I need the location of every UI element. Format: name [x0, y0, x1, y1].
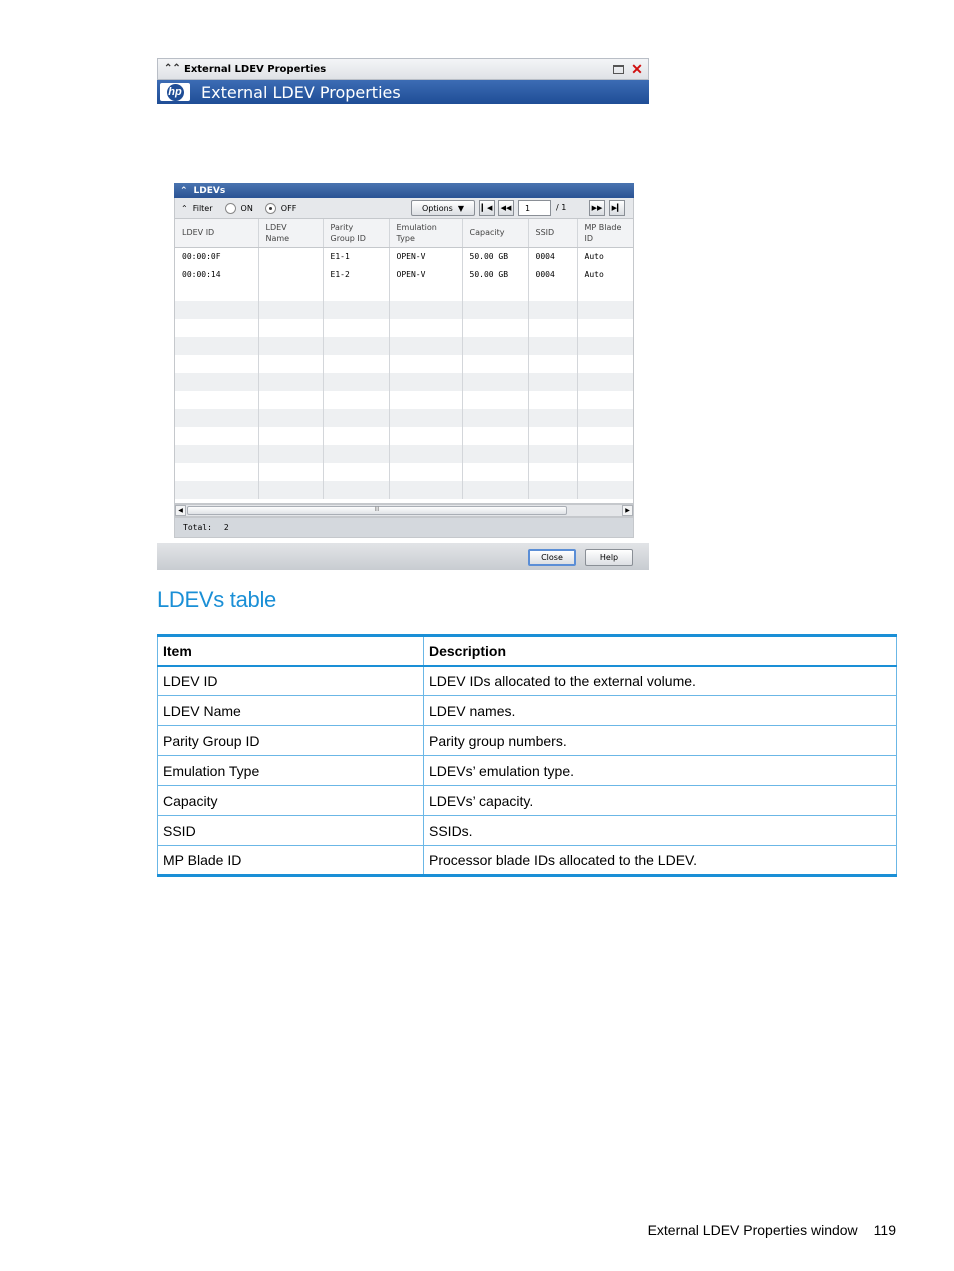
- description-cell: Parity group numbers.: [424, 726, 897, 756]
- close-window-icon[interactable]: ✕: [631, 60, 643, 77]
- page-total: / 1: [556, 203, 567, 212]
- item-cell: Emulation Type: [158, 756, 424, 786]
- maximize-icon[interactable]: [610, 61, 626, 77]
- description-cell: LDEVs’ emulation type.: [424, 756, 897, 786]
- total-label: Total:: [183, 523, 212, 532]
- section-heading: LDEVs table: [157, 587, 276, 612]
- prev-page-button[interactable]: ◀◀: [498, 200, 514, 216]
- filter-on-label: ON: [240, 203, 253, 213]
- options-button[interactable]: Options ▼: [411, 200, 475, 216]
- grid-column-header[interactable]: MP Blade ID: [577, 219, 633, 247]
- ldevs-grid: [174, 218, 634, 504]
- grid-column-header[interactable]: SSID: [528, 219, 577, 247]
- window-titlebar: [157, 58, 649, 80]
- description-cell: LDEV names.: [424, 696, 897, 726]
- window-title: External LDEV Properties: [184, 63, 327, 75]
- grid-cell: 0004: [528, 265, 577, 283]
- ldevs-panel-header[interactable]: [174, 183, 634, 198]
- table-row: [158, 786, 897, 816]
- table-row: [158, 816, 897, 846]
- grid-cell: [258, 247, 323, 265]
- description-cell: LDEV IDs allocated to the external volume.: [424, 666, 897, 696]
- grid-column-header[interactable]: LDEV ID: [175, 219, 258, 247]
- table-row: [158, 756, 897, 786]
- desc-column-header: Description: [424, 636, 897, 666]
- grid-column-header[interactable]: Capacity: [462, 219, 528, 247]
- grid-cell: 00:00:14: [175, 265, 258, 283]
- collapse-icon[interactable]: ⌃: [180, 185, 188, 196]
- empty-row: [175, 445, 633, 463]
- horizontal-scrollbar[interactable]: [174, 504, 634, 517]
- grid-column-header[interactable]: Emulation Type: [389, 219, 462, 247]
- filter-collapse-icon[interactable]: ⌃: [181, 203, 188, 213]
- window-banner: [157, 80, 649, 104]
- grid-cell: OPEN-V: [389, 247, 462, 265]
- filter-label: Filter: [192, 203, 213, 213]
- empty-row: [175, 373, 633, 391]
- grid-cell: 50.00 GB: [462, 265, 528, 283]
- desc-column-header: Item: [158, 636, 424, 666]
- scroll-thumb[interactable]: III: [187, 506, 567, 515]
- description-cell: SSIDs.: [424, 816, 897, 846]
- next-page-button[interactable]: ▶▶: [589, 200, 605, 216]
- item-cell: Capacity: [158, 786, 424, 816]
- first-page-button[interactable]: ▎◀: [479, 200, 495, 216]
- empty-row: [175, 301, 633, 319]
- grid-cell: OPEN-V: [389, 265, 462, 283]
- grid-cell: E1-2: [323, 265, 389, 283]
- dialog-button-bar: [157, 543, 649, 570]
- total-value: 2: [223, 523, 229, 532]
- empty-row: [175, 283, 633, 301]
- empty-row: [175, 481, 633, 499]
- ldevs-panel-title: LDEVs: [193, 185, 226, 196]
- page-footer: [648, 1222, 896, 1238]
- item-cell: LDEV ID: [158, 666, 424, 696]
- help-button[interactable]: Help: [585, 549, 633, 566]
- item-cell: SSID: [158, 816, 424, 846]
- collapse-icon[interactable]: ⌃⌃: [164, 63, 181, 74]
- table-row[interactable]: [175, 265, 633, 283]
- grid-cell: Auto: [577, 265, 633, 283]
- table-row: [158, 696, 897, 726]
- table-row: [158, 666, 897, 696]
- item-cell: Parity Group ID: [158, 726, 424, 756]
- grid-cell: 50.00 GB: [462, 247, 528, 265]
- empty-row: [175, 463, 633, 481]
- description-cell: Processor blade IDs allocated to the LDEV.: [424, 846, 897, 876]
- scroll-right-icon[interactable]: ▶: [622, 505, 633, 516]
- description-cell: LDEVs’ capacity.: [424, 786, 897, 816]
- filter-off-radio[interactable]: [265, 203, 276, 214]
- total-bar: [174, 517, 634, 538]
- grid-cell: Auto: [577, 247, 633, 265]
- item-cell: LDEV Name: [158, 696, 424, 726]
- empty-row: [175, 337, 633, 355]
- empty-row: [175, 355, 633, 373]
- close-button[interactable]: Close: [528, 549, 576, 566]
- hp-logo: hp: [160, 83, 190, 101]
- table-row: [158, 726, 897, 756]
- filter-on-radio[interactable]: [225, 203, 236, 214]
- filter-off-label: OFF: [280, 203, 297, 213]
- item-cell: MP Blade ID: [158, 846, 424, 876]
- table-row[interactable]: [175, 247, 633, 265]
- chevron-down-icon: ▼: [457, 203, 465, 213]
- grid-cell: 0004: [528, 247, 577, 265]
- table-row: [158, 846, 897, 876]
- banner-title: External LDEV Properties: [201, 82, 401, 102]
- last-page-button[interactable]: ▶▎: [609, 200, 625, 216]
- page-number: 119: [873, 1222, 896, 1238]
- grid-cell: E1-1: [323, 247, 389, 265]
- empty-row: [175, 391, 633, 409]
- grid-column-header[interactable]: Parity Group ID: [323, 219, 389, 247]
- page-input[interactable]: 1: [518, 200, 551, 216]
- ldevs-description-table: [157, 634, 897, 877]
- empty-row: [175, 427, 633, 445]
- empty-row: [175, 409, 633, 427]
- grid-column-header[interactable]: LDEV Name: [258, 219, 323, 247]
- grid-cell: 00:00:0F: [175, 247, 258, 265]
- ldevs-toolbar: [174, 198, 634, 218]
- scroll-left-icon[interactable]: ◀: [175, 505, 186, 516]
- grid-cell: [258, 265, 323, 283]
- footer-section-title: External LDEV Properties window: [647, 1222, 858, 1238]
- empty-row: [175, 319, 633, 337]
